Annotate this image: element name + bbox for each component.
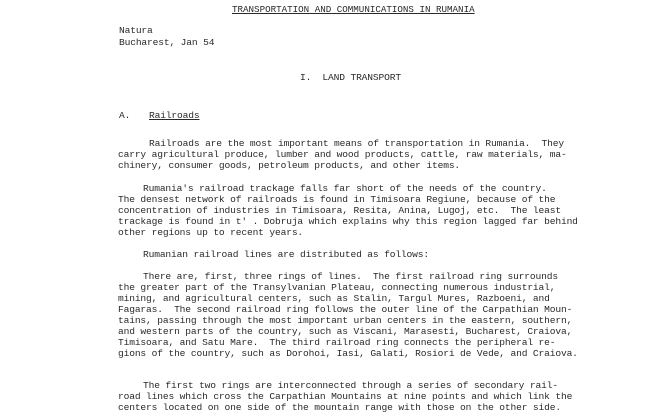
paragraph-line: and western parts of the country, such as Viscani, Marasesti, Bucharest, Craiova, <box>118 326 573 337</box>
paragraph-line: The first two rings are interconnected through a series of secondary rail- <box>143 380 558 391</box>
paragraph-line: mining, and agricultural centers, such as Stalin, Targul Mures, Razboeni, and <box>118 293 550 304</box>
paragraph-line: other regions up to recent years. <box>118 227 304 238</box>
source-line: Natura <box>119 25 153 36</box>
paragraph-line: Railroads are the most important means of transportation in Rumania. They <box>149 138 564 149</box>
paragraph-line: Rumania's railroad trackage falls far short of the needs of the country. <box>143 183 547 194</box>
document-title: TRANSPORTATION AND COMMUNICATIONS IN RUMANIA <box>232 4 475 15</box>
paragraph-line: There are, first, three rings of lines. The first railroad ring surrounds <box>143 271 558 282</box>
dateline: Bucharest, Jan 54 <box>119 37 215 48</box>
paragraph-line: tains, passing through the most important urban centers in the eastern, southern, <box>118 315 573 326</box>
paragraph-line: concentration of industries in Timisoara, Resita, Anina, Lugoj, etc. The least <box>118 205 561 216</box>
paragraph-line: the greater part of the Transylvanian Plateau, connecting numerous industrial, <box>118 282 556 293</box>
subsection-letter: A. <box>119 110 131 121</box>
paragraph-line: The densest network of railroads is found in Timisoara Regiune, because of the <box>118 194 556 205</box>
paragraph-line: carry agricultural produce, lumber and wood products, cattle, raw materials, ma- <box>118 149 567 160</box>
section-heading: I. LAND TRANSPORT <box>300 72 401 83</box>
paragraph-line: trackage is found in t' . Dobruja which explains why this region lagged far behind <box>118 216 578 227</box>
paragraph-line: road lines which cross the Carpathian Mountains at nine points and which link the <box>118 391 573 402</box>
subsection-title: Railroads <box>149 110 200 121</box>
paragraph-line: chinery, consumer goods, petroleum products, and other items. <box>118 160 461 171</box>
paragraph-line: gions of the country, such as Dorohoi, Iasi, Galati, Rosiori de Vede, and Craiova. <box>118 348 578 359</box>
paragraph-line: Rumanian railroad lines are distributed as follows: <box>143 249 429 260</box>
paragraph-line: Fagaras. The second railroad ring follows the outer line of the Carpathian Moun- <box>118 304 573 315</box>
paragraph-line: centers located on one side of the mountain range with those on the other side. <box>118 402 561 413</box>
paragraph-line: Timisoara, and Satu Mare. The third railroad ring connects the peripheral re- <box>118 337 556 348</box>
